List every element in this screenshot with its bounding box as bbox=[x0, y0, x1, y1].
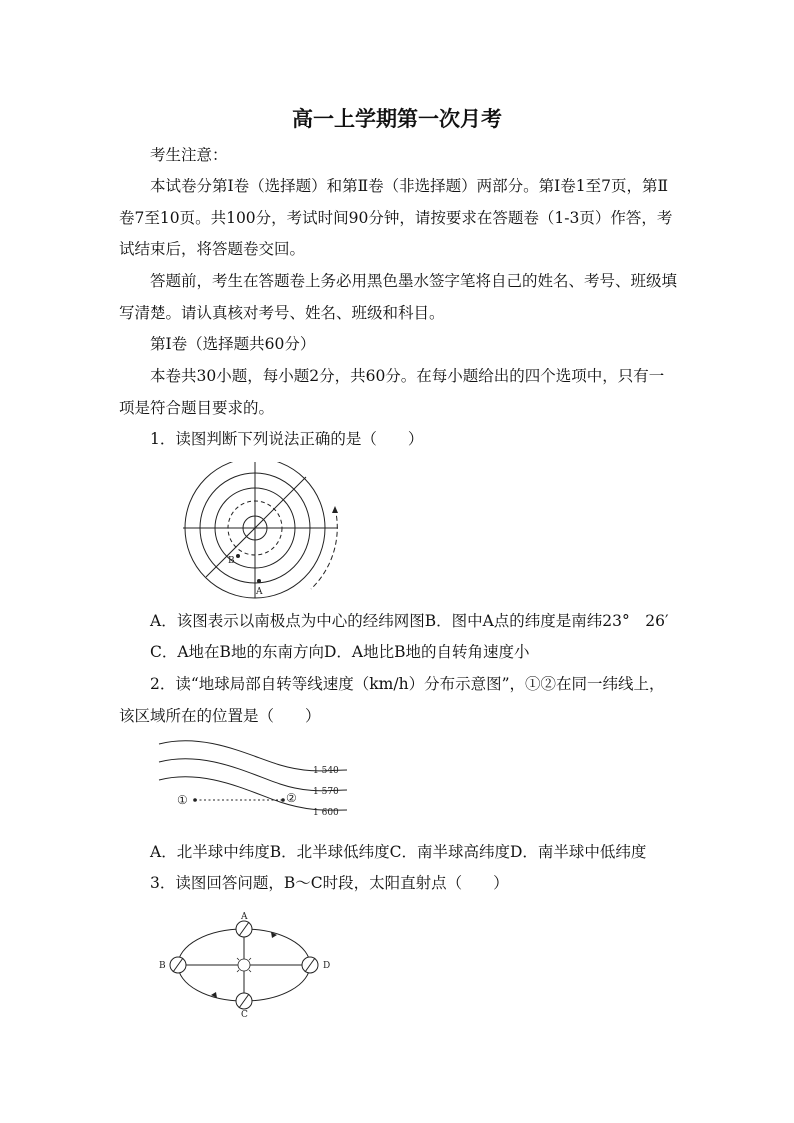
label-1570: 1 570 bbox=[313, 787, 339, 797]
notice-paragraph-2: 答题前，考生在答题卷上务必用黑色墨水签字笔将自己的姓名、考号、班级填写清楚。请认真核对考号、姓名、班级和科目。 bbox=[119, 272, 678, 322]
question-2-stem: 2．读“地球局部自转等线速度（km/h）分布示意图”，①②在同一纬线上，该区域所在的位置是（ ） bbox=[119, 675, 665, 725]
question-2-options: A．北半球中纬度B．北半球低纬度C．南半球高纬度D．南半球中低纬度 bbox=[150, 843, 647, 861]
sun-icon bbox=[234, 955, 254, 975]
question-1-stem: 1．读图判断下列说法正确的是（ ） bbox=[150, 430, 424, 448]
label-a: A bbox=[241, 912, 248, 922]
label-d: D bbox=[323, 961, 331, 971]
velocity-isoline-figure bbox=[155, 734, 355, 826]
label-b: B bbox=[228, 556, 235, 566]
polar-grid-figure bbox=[178, 462, 358, 600]
label-a: A bbox=[256, 587, 263, 597]
label-c: C bbox=[241, 1010, 248, 1018]
question-1-options-line-2: C．A地在B地的东南方向D．A地比B地的自转角速度小 bbox=[150, 643, 530, 661]
notice-paragraph-1: 本试卷分第Ⅰ卷（选择题）和第Ⅱ卷（非选择题）两部分。第Ⅰ卷1至7页，第Ⅱ卷7至10页。共100分，考试时间90分钟，请按要求在答题卷（1-3页）作答，考试结束后，将答题卷交回。 bbox=[119, 177, 673, 258]
notice-heading: 考生注意： bbox=[150, 146, 228, 164]
section-1-heading: 第Ⅰ卷（选择题共60分） bbox=[150, 335, 316, 353]
point-b bbox=[236, 554, 240, 558]
page-title: 高一上学期第一次月考 bbox=[292, 107, 502, 131]
label-point-2: ② bbox=[286, 791, 297, 805]
question-3-stem: 3．读图回答问题，B～C时段，太阳直射点（ ） bbox=[150, 874, 509, 892]
label-point-1: ① bbox=[177, 793, 188, 807]
label-1600: 1 600 bbox=[313, 808, 339, 818]
point-a bbox=[257, 579, 261, 583]
arrow-head-icon bbox=[332, 506, 338, 513]
label-b: B bbox=[159, 961, 166, 971]
point-1 bbox=[193, 798, 197, 802]
earth-orbit-figure bbox=[155, 910, 345, 1018]
question-1-options-line-1: A．该图表示以南极点为中心的经纬网图B．图中A点的纬度是南纬23° 26′ bbox=[150, 612, 669, 630]
meridian-line bbox=[206, 477, 306, 577]
section-1-description: 本卷共30小题，每小题2分，共60分。在每小题给出的四个选项中，只有一项是符合题目要求的。 bbox=[119, 367, 665, 417]
point-2 bbox=[281, 798, 285, 802]
label-1540: 1 540 bbox=[313, 766, 339, 776]
